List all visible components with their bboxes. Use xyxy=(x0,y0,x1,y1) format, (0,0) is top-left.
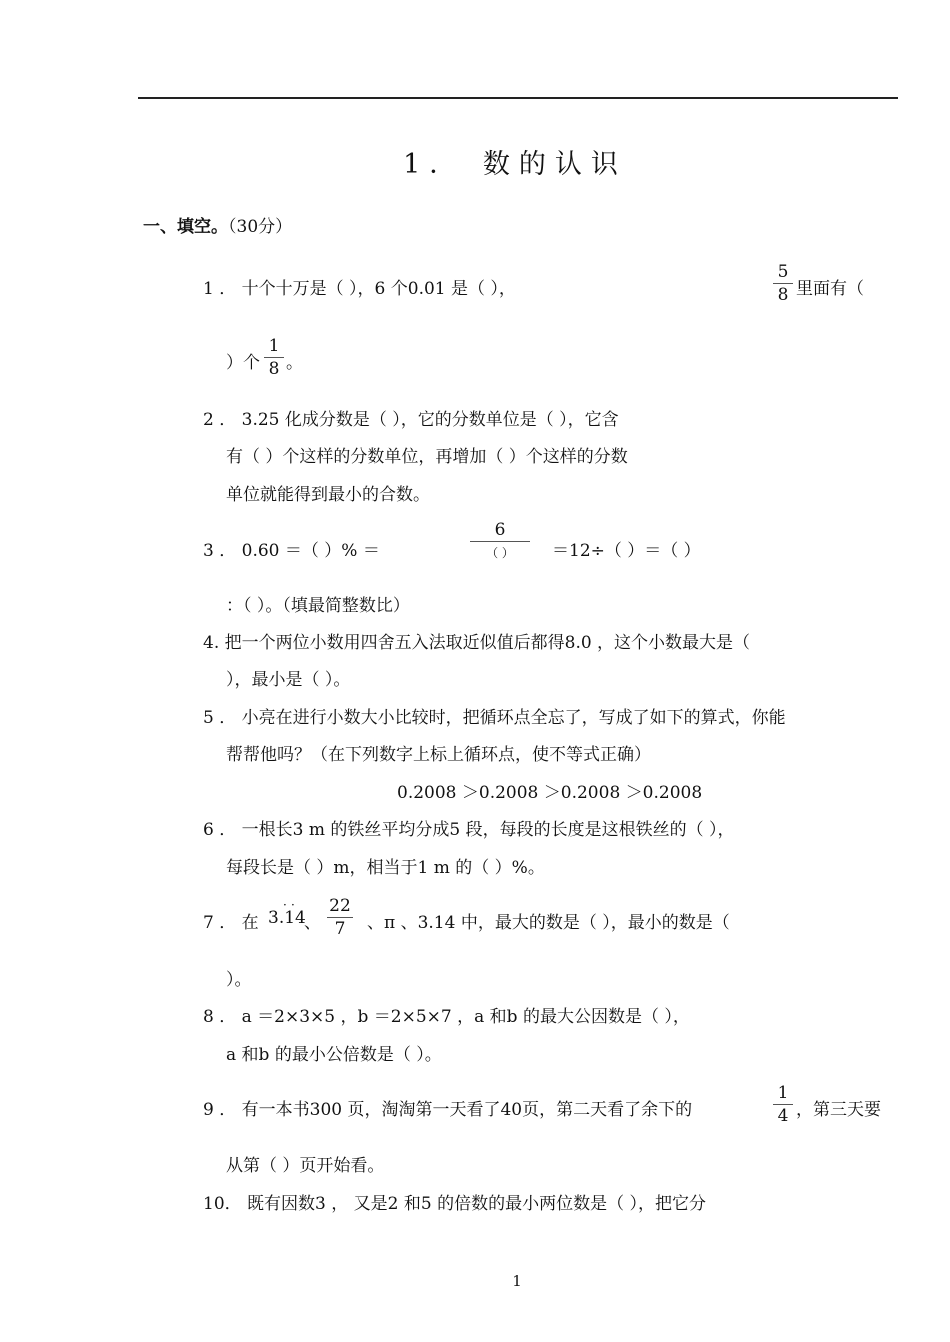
q6-line2: 每段长是（ ）m，相当于1 m 的（ ）%。 xyxy=(226,858,545,878)
q5-line1: 5 ． 小亮在进行小数大小比较时，把循环点全忘了，写成了如下的算式，你能 xyxy=(203,708,786,728)
repeat-dot: · xyxy=(283,898,287,912)
section-label: 一、填空。 xyxy=(143,217,228,237)
q1-fraction-1-8 xyxy=(264,336,284,379)
q10-line1: 10． 既有因数3 ， 又是2 和5 的倍数的最小两位数是（ ），把它分 xyxy=(203,1194,707,1214)
q3-line1: 3 ． 0.60 ＝（ ）% ＝ xyxy=(203,541,380,561)
q9-frac-num: 1 xyxy=(777,1083,789,1103)
q6-line1: 6 ． 一根长3 m 的铁丝平均分成5 段，每段的长度是这根铁丝的（ ）， xyxy=(203,820,735,840)
q1-frac1-num: 5 xyxy=(777,262,789,282)
q3-line1-end: ＝12÷（ ）＝（ ） xyxy=(552,541,701,561)
q8-line2: a 和b 的最小公倍数是（ ）。 xyxy=(226,1045,442,1065)
q9-frac-den: 4 xyxy=(777,1106,789,1126)
q9-line2: 从第（ ）页开始看。 xyxy=(226,1156,385,1176)
q5-line2: 帮帮他吗？（在下列数字上标上循环点，使不等式正确） xyxy=(226,745,651,765)
q1-line2: ）个 xyxy=(226,353,260,373)
section-heading xyxy=(143,212,292,237)
q2-line2: 有（ ）个这样的分数单位，再增加（ ）个这样的分数 xyxy=(226,447,628,467)
q1-line1-end: 里面有（ xyxy=(796,279,864,299)
q1-frac1-den: 8 xyxy=(777,285,789,305)
q3-frac-den: （ ） xyxy=(486,546,514,560)
q1-frac2-num: 1 xyxy=(268,336,280,356)
q7-line1-end: 、π 、3.14 中，最大的数是（ ），最小的数是（ xyxy=(367,913,730,933)
section-score: （30分） xyxy=(228,217,293,237)
q9-fraction-1-4 xyxy=(773,1083,793,1126)
q7-frac-num: 22 xyxy=(329,896,351,916)
q9-line1-end: ，第三天要 xyxy=(796,1100,881,1120)
q5-inequality: 0.2008 ＞0.2008 ＞0.2008 ＞0.2008 xyxy=(397,783,703,803)
q3-fraction xyxy=(470,520,530,563)
q7-separator: 、 xyxy=(304,913,321,933)
q1-frac2-den: 8 xyxy=(268,359,280,379)
q7-line2: ）。 xyxy=(226,970,252,990)
q1-line2-end: 。 xyxy=(286,353,303,373)
q9-line1: 9 ． 有一本书300 页，淘淘第一天看了40页，第二天看了余下的 xyxy=(203,1100,693,1120)
page-number: 1 xyxy=(512,1272,522,1290)
q7-frac-den: 7 xyxy=(334,919,346,939)
q2-line3: 单位就能得到最小的合数。 xyxy=(226,485,430,505)
q4-line1: 4. 把一个两位小数用四舍五入法取近似值后都得8.0 ，这个小数最大是（ xyxy=(203,633,751,653)
q3-frac-num: 6 xyxy=(494,520,506,540)
q2-line1: 2 ． 3.25 化成分数是（ ），它的分数单位是（ ），它含 xyxy=(203,410,619,430)
q8-line1: 8 ． a ＝2×3×5 ，b ＝2×5×7 ，a 和b 的最大公因数是（ ）， xyxy=(203,1007,690,1027)
q7-line1: 7 ． 在 xyxy=(203,913,259,933)
q1-line1: 1 ． 十个十万是（ ），6 个0.01 是（ ）， xyxy=(203,279,516,299)
q1-fraction-5-8 xyxy=(773,262,793,305)
q7-fraction-22-7 xyxy=(327,896,353,939)
q3-line2: ：（ ）。（填最简整数比） xyxy=(226,596,410,616)
q4-line2: ），最小是（ ）。 xyxy=(226,670,351,690)
repeat-dot: · xyxy=(291,898,295,912)
q7-repeating-decimal: 3.14 xyxy=(268,908,306,928)
header-rule xyxy=(138,97,898,99)
page-title: 1． 数的认识 xyxy=(403,149,627,180)
